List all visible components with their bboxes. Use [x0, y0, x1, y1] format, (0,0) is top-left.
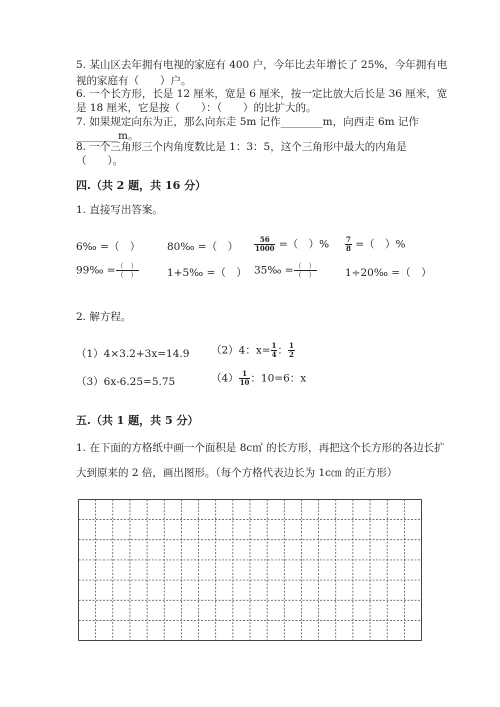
- answer-r1c1: 6‰ =（ ）: [76, 241, 141, 253]
- answer-r2c4: 1÷20‰ =（ ）: [345, 267, 432, 279]
- answer-r1c2: 80‰ =（ ）: [167, 241, 239, 253]
- fraction: $\frac{1}{2}$: [288, 341, 294, 359]
- section4-sub1: 1. 直接写出答案。: [76, 204, 163, 216]
- equation-4: （4） $\frac{1}{10}$ ：10=6：x: [211, 369, 307, 387]
- equation-2: （2）4：x= $\frac{1}{4}$ ： $\frac{1}{2}$: [211, 341, 294, 359]
- answer-r2c3: 35‰ = $\frac{( )}{( )}$: [254, 262, 316, 279]
- q5-line2: 视的家庭有（ ）户。: [76, 75, 192, 87]
- section5-line2: 大到原来的 2 倍，画出图形。（每个方格代表边长为 1c㎝ 的正方形）: [76, 467, 398, 479]
- q6-line2: 是 18 厘米，它是按（ ）：（ ）的比扩大的。: [76, 102, 317, 114]
- section5-heading: 五.（共 1 题，共 5 分）: [76, 414, 199, 427]
- fraction: $\frac{1}{4}$: [271, 341, 277, 359]
- answer-r1c3: $\frac{56}{1000}$ =（ ）%: [255, 235, 330, 253]
- equation-3: （3）6x-6.25=5.75: [76, 376, 176, 388]
- answer-r2c2: 1+5‰ =（ ）: [167, 267, 247, 279]
- q7-line1: 7. 如果规定向东为正，那么向东走 5m 记作________m，向西走 6m 记作: [76, 116, 419, 128]
- q8-line2: （ ）。: [76, 155, 124, 167]
- grid-paper[interactable]: [78, 499, 422, 641]
- section5-line1: 1. 在下面的方格纸中画一个面积是 8c㎡ 的长方形，再把这个长方形的各边长扩: [76, 442, 445, 454]
- answer-r2c1: 99‰ = $\frac{( )}{( )}$: [76, 262, 138, 279]
- section4-sub2: 2. 解方程。: [76, 311, 132, 323]
- fraction: $\frac{7}{8}$: [346, 235, 351, 253]
- q8-line1: 8. 一个三角形三个内角度数比是 1：3：5，这个三角形中最大的内角是: [76, 141, 407, 153]
- answer-r1c4: $\frac{7}{8}$ =（ ）%: [346, 235, 406, 253]
- fraction: $\frac{( )}{( )}$: [294, 262, 316, 279]
- q5-line1: 5. 某山区去年拥有电视的家庭有 400 户，今年比去年增长了 25%，今年拥有电: [76, 59, 448, 71]
- q6-line1: 6. 一个长方形，长是 12 厘米，宽是 6 厘米，按一定比放大后长是 36 厘米，宽: [76, 88, 448, 100]
- fraction: $\frac{( )}{( )}$: [116, 262, 138, 279]
- fraction: $\frac{1}{10}$: [239, 369, 250, 387]
- q7-line2: ________m。: [76, 130, 139, 142]
- equation-1: （1）4×3.2+3x=14.9: [76, 348, 190, 360]
- fraction: $\frac{56}{1000}$: [255, 235, 275, 253]
- section4-heading: 四.（共 2 题，共 16 分）: [76, 179, 207, 192]
